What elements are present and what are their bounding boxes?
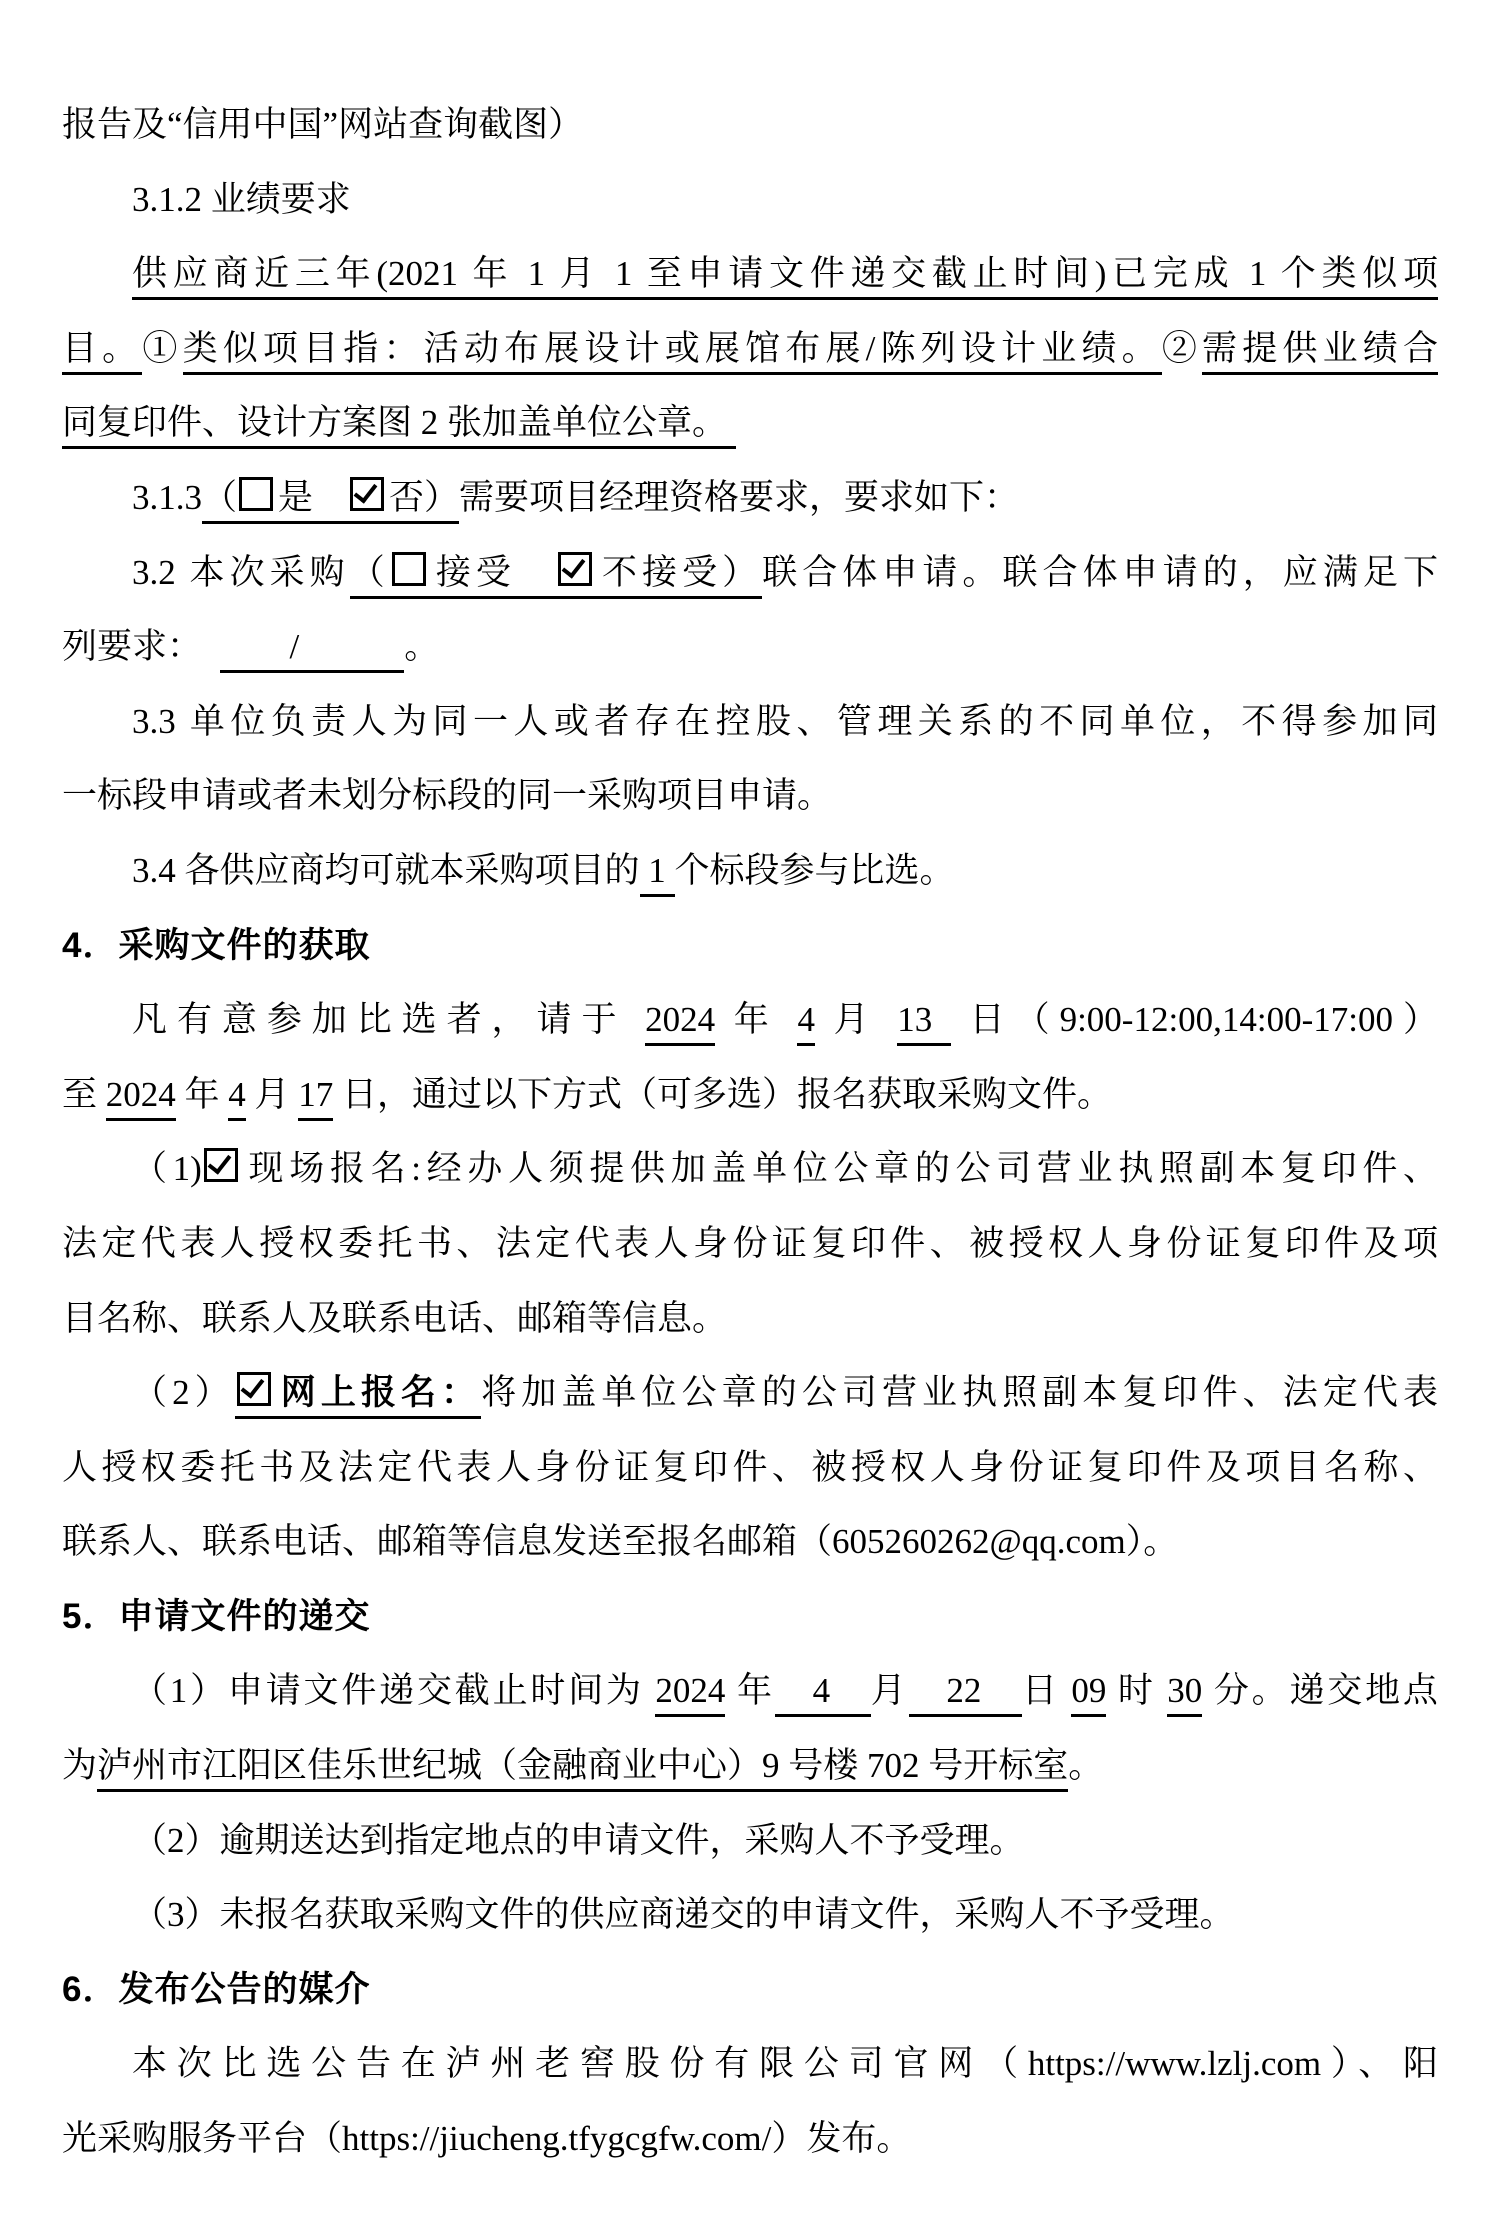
line-online-reg-2 xyxy=(62,1431,1438,1506)
text-run: 年 xyxy=(725,1671,775,1711)
checkbox-unchecked-icon xyxy=(239,477,273,511)
text-run: 日 xyxy=(1021,1671,1072,1711)
checkbox-checked-icon xyxy=(558,552,592,586)
text-run: / xyxy=(220,627,405,673)
text-run: 4．采购文件的获取 xyxy=(62,925,371,965)
text-run: （2）逾期送达到指定地点的申请文件，采购人不予受理。 xyxy=(132,1820,1025,1860)
text-run: 。 xyxy=(404,627,440,667)
line-performance-req-2 xyxy=(62,312,1438,387)
text-run: 分。递交地点 xyxy=(1202,1671,1438,1711)
text-run: （ xyxy=(349,552,390,592)
text-run: 将加盖单位公章的公司营业执照副本复印件、法定代表 xyxy=(481,1373,1438,1413)
checkbox-checked-icon xyxy=(350,477,384,511)
line-online-reg-1 xyxy=(62,1356,1438,1431)
text-run: 4 xyxy=(228,1075,246,1121)
text-run: 日（9:00-12:00,14:00-17:00） xyxy=(950,1000,1438,1040)
text-run: 至 xyxy=(62,1074,106,1114)
line-credit-china-note xyxy=(62,88,1438,163)
text-run: ② xyxy=(1161,328,1203,368)
text-run: 17 xyxy=(298,1075,333,1121)
line-onsite-reg-1 xyxy=(62,1132,1438,1207)
line-3-1-3 xyxy=(62,461,1438,536)
underlined-segment xyxy=(350,553,762,599)
line-onsite-reg-2 xyxy=(62,1207,1438,1282)
text-run: 月 xyxy=(245,1074,299,1114)
text-run: 人授权委托书及法定代表人身份证复印件、被授权人身份证复印件及项目名称、 xyxy=(62,1447,1438,1487)
text-run: （3）未报名获取采购文件的供应商递交的申请文件，采购人不予受理。 xyxy=(132,1895,1235,1935)
line-5-1-1 xyxy=(62,1654,1438,1729)
line-onsite-reg-3 xyxy=(62,1282,1438,1357)
text-run: 目名称、联系人及联系电话、邮箱等信息。 xyxy=(62,1298,728,1338)
text-run: 年 xyxy=(175,1074,229,1114)
text-run: 2024 xyxy=(645,1000,715,1046)
text-run: 联合体申请。联合体申请的，应满足下 xyxy=(762,552,1438,592)
line-6-para-2 xyxy=(62,2102,1438,2177)
text-run: 日，通过以下方式（可多选）报名获取采购文件。 xyxy=(333,1074,1113,1114)
text-run: 月 xyxy=(870,1671,909,1711)
text-run: 时 xyxy=(1106,1671,1168,1711)
text-run: 月 xyxy=(814,1000,898,1040)
line-4-para-2 xyxy=(62,1058,1438,1133)
text-run: 列要求： xyxy=(62,627,220,667)
line-3-4 xyxy=(62,834,1438,909)
text-run: 2024 xyxy=(655,1671,725,1717)
text-run: 需要项目经理资格要求，要求如下： xyxy=(459,477,1020,517)
line-6-para-1 xyxy=(62,2027,1438,2102)
text-run: 网上报名： xyxy=(275,1373,482,1413)
text-run: 2024 xyxy=(106,1075,176,1121)
line-3-1-2-heading xyxy=(62,163,1438,238)
checkbox-checked-icon xyxy=(237,1372,271,1406)
text-run: 个标段参与比选。 xyxy=(674,850,955,890)
line-3-2-1 xyxy=(62,536,1438,611)
line-5-3 xyxy=(62,1878,1438,1953)
line-performance-req-3 xyxy=(62,386,1438,461)
text-run: 3.1.3 xyxy=(132,477,202,517)
text-run: 3.2 本次采购 xyxy=(132,552,350,592)
text-run: 现场报名:经办人须提供加盖单位公章的公司营业执照副本复印件、 xyxy=(242,1149,1438,1189)
text-run: 3.1.2 业绩要求 xyxy=(132,179,351,219)
line-5-1-2 xyxy=(62,1729,1438,1804)
text-run: 1 xyxy=(640,851,675,897)
text-run: 泸州市江阳区佳乐世纪城（金融商业中心）9 号楼 702 号开标室 xyxy=(97,1746,1068,1792)
text-run: 类似项目指：活动布展设计或展馆布展/陈列设计业绩。 xyxy=(183,329,1162,375)
text-run: 一标段申请或者未划分标段的同一采购项目申请。 xyxy=(62,776,833,816)
underlined-segment xyxy=(235,1373,481,1419)
text-run: 4 xyxy=(797,1000,815,1046)
text-run: （1）申请文件递交截止时间为 xyxy=(132,1671,656,1711)
line-online-reg-3 xyxy=(62,1505,1438,1580)
text-run: 法定代表人授权委托书、法定代表人身份证复印件、被授权人身份证复印件及项 xyxy=(62,1223,1438,1263)
text-run: 目。 xyxy=(62,329,142,375)
heading-section-4 xyxy=(62,909,1438,984)
text-run: 3.4 各供应商均可就本采购项目的 xyxy=(132,850,640,890)
text-run: 6．发布公告的媒介 xyxy=(62,1969,371,2009)
text-run: 09 xyxy=(1071,1671,1106,1717)
text-run: 报告及“信用中国”网站查询截图） xyxy=(62,105,584,144)
text-run: ① xyxy=(142,328,183,368)
text-run: 。 xyxy=(1068,1746,1104,1786)
text-run: 4 xyxy=(775,1671,871,1717)
line-3-3-1 xyxy=(62,685,1438,760)
text-run: 3.3 单位负责人为同一人或者存在控股、管理关系的不同单位，不得参加同 xyxy=(132,701,1438,741)
heading-section-5 xyxy=(62,1580,1438,1655)
text-run: 否） xyxy=(389,477,460,517)
checkbox-unchecked-icon xyxy=(392,552,426,586)
text-run: 年 xyxy=(715,1000,798,1040)
text-run: 22 xyxy=(909,1671,1022,1717)
text-run: 凡有意参加比选者，请于 xyxy=(132,1000,646,1040)
text-run: 同复印件、设计方案图 2 张加盖单位公章。 xyxy=(62,403,736,449)
text-run: 5．申请文件的递交 xyxy=(62,1596,371,1636)
text-run: 供应商近三年(2021 年 1 月 1 至申请文件递交截止时间)已完成 1 个类似项 xyxy=(132,254,1438,300)
text-run: 联系人、联系电话、邮箱等信息发送至报名邮箱（605260262@qq.com）。 xyxy=(62,1522,1179,1562)
text-run: 本次比选公告在泸州老窖股份有限公司官网（https://www.lzlj.com）、阳 xyxy=(132,2044,1438,2084)
line-performance-req-1 xyxy=(62,237,1438,312)
line-3-2-2 xyxy=(62,610,1438,685)
text-run: （ xyxy=(202,477,238,517)
text-run: 是 xyxy=(278,477,349,517)
text-run: 不接受） xyxy=(596,552,763,592)
line-3-3-2 xyxy=(62,759,1438,834)
heading-section-6 xyxy=(62,1953,1438,2028)
text-run: 13 xyxy=(897,1000,951,1046)
text-run: 接受 xyxy=(430,552,556,592)
text-run: 为 xyxy=(62,1746,98,1786)
checkbox-checked-icon xyxy=(204,1148,238,1182)
text-run: （1) xyxy=(132,1149,202,1189)
text-run: 需提供业绩合 xyxy=(1202,329,1438,375)
line-4-para-1 xyxy=(62,983,1438,1058)
text-run: 光采购服务平台（https://jiucheng.tfygcgfw.com/）发布。 xyxy=(62,2119,912,2159)
line-5-2 xyxy=(62,1804,1438,1879)
text-run: （2） xyxy=(132,1373,235,1413)
text-run: 30 xyxy=(1167,1671,1202,1717)
underlined-segment xyxy=(202,478,459,524)
